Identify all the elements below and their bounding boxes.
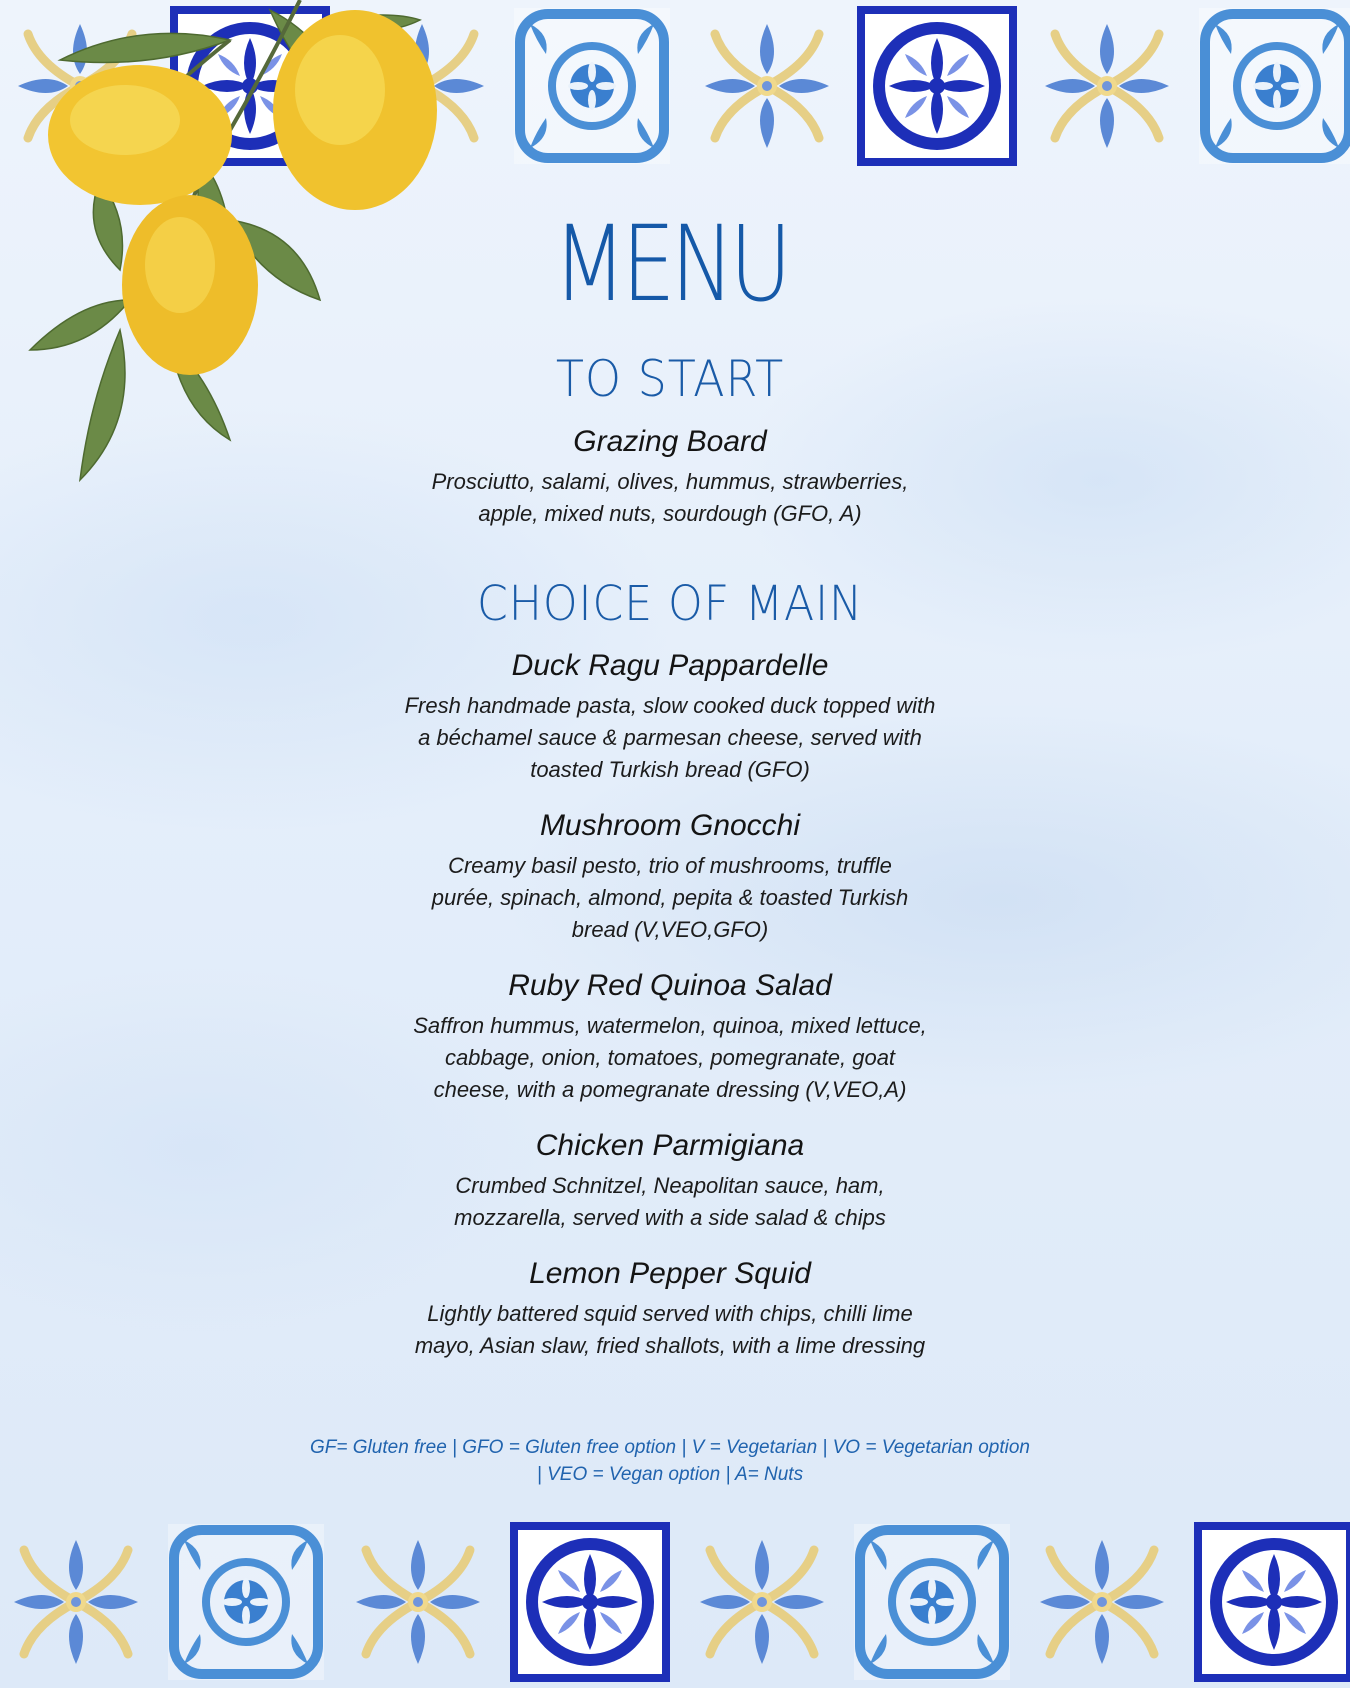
dish-name: Chicken Parmigiana	[535, 1129, 805, 1162]
menu-content	[300, 200, 1040, 1362]
dish-description	[300, 1298, 1040, 1362]
dish-item	[300, 648, 1040, 786]
dish-description-line: purée, spinach, almond, pepita & toasted Turkish	[431, 885, 909, 910]
dish-item	[300, 808, 1040, 946]
dish-description-line: toasted Turkish bread (GFO)	[530, 757, 810, 782]
mains-list	[300, 648, 1040, 1362]
dish-description-line: apple, mixed nuts, sourdough (GFO, A)	[478, 501, 862, 526]
dish-item	[300, 424, 1040, 530]
dietary-legend-line: GF= Gluten free | GFO = Gluten free option | V = Vegetarian | VO = Vegetarian option	[310, 1437, 1030, 1458]
dish-description-line: Lightly battered squid served with chips, chilli lime	[427, 1301, 913, 1326]
dish-description-line: mayo, Asian slaw, fried shallots, with a lime dressing	[414, 1333, 926, 1358]
dish-description-line: mozzarella, served with a side salad & chips	[454, 1205, 886, 1230]
dietary-legend	[220, 1434, 1120, 1488]
dietary-legend-line: | VEO = Vegan option | A= Nuts	[536, 1464, 804, 1485]
dish-description-line: a béchamel sauce & parmesan cheese, served with	[418, 725, 922, 750]
dish-description-line: cabbage, onion, tomatoes, pomegranate, goat	[444, 1045, 896, 1070]
dish-item	[300, 1128, 1040, 1234]
dish-name: Ruby Red Quinoa Salad	[508, 969, 832, 1002]
bottom-tile-border	[0, 1516, 1350, 1688]
dish-name: Duck Ragu Pappardelle	[511, 649, 829, 682]
dish-item	[300, 1256, 1040, 1362]
dish-description	[300, 1170, 1040, 1234]
dish-description	[300, 690, 1040, 786]
dish-description-line: Prosciutto, salami, olives, hummus, strawberries,	[431, 469, 909, 494]
section-heading-choice-of-main: CHOICE OF MAIN	[476, 576, 864, 632]
dish-name: Grazing Board	[573, 425, 767, 458]
dish-description-line: Fresh handmade pasta, slow cooked duck topped with	[404, 693, 936, 718]
section-heading-to-start: TO START	[555, 350, 785, 408]
dish-name: Lemon Pepper Squid	[529, 1257, 811, 1290]
dish-item	[300, 968, 1040, 1106]
dish-description-line: Creamy basil pesto, trio of mushrooms, truffle	[448, 853, 892, 878]
dish-description-line: Saffron hummus, watermelon, quinoa, mixed lettuce,	[413, 1013, 927, 1038]
menu-title: MENU	[552, 203, 787, 325]
dish-description	[300, 850, 1040, 946]
dish-description-line: bread (V,VEO,GFO)	[571, 917, 769, 942]
dish-description-line: Crumbed Schnitzel, Neapolitan sauce, ham,	[455, 1173, 885, 1198]
dish-name: Mushroom Gnocchi	[539, 809, 801, 842]
dish-description	[300, 466, 1040, 530]
starters-list	[300, 424, 1040, 530]
dish-description	[300, 1010, 1040, 1106]
dish-description-line: cheese, with a pomegranate dressing (V,VEO,A)	[433, 1077, 907, 1102]
